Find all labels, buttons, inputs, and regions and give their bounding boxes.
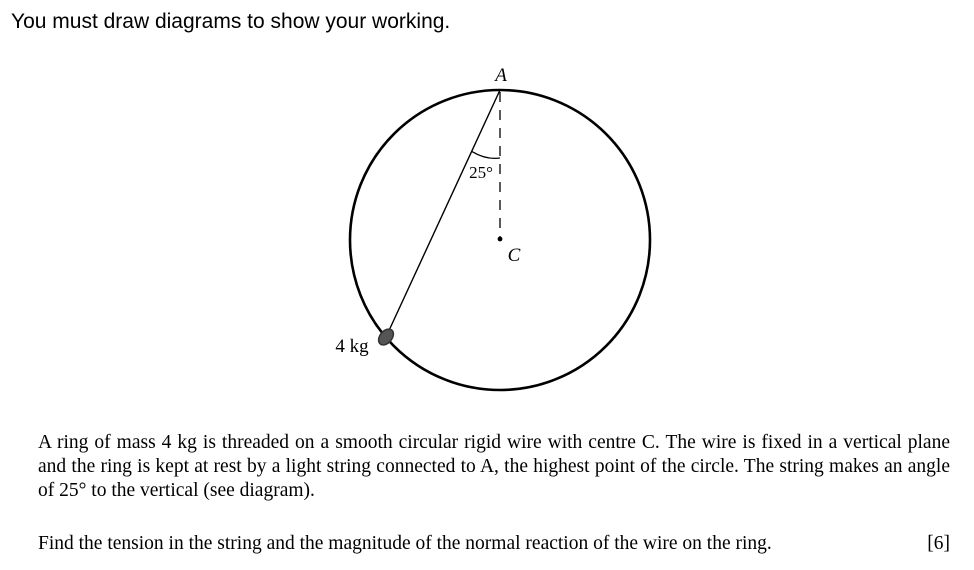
mass-label: 4 kg xyxy=(335,336,369,357)
question-text xyxy=(38,431,950,503)
question-paragraph: A ring of mass 4 kg is threaded on a smooth circular rigid wire with centre C. The wire is fixed in a vertical plane and the ring is kept at rest by a light string connected to A, the highest point of the circle. The string makes an angle of 25° to the vertical (see diagram). xyxy=(38,432,950,501)
instruction-text: You must draw diagrams to show your working. xyxy=(11,10,451,33)
centre-point xyxy=(498,237,503,242)
point-a-label: A xyxy=(495,65,507,86)
task-text: Find the tension in the string and the magnitude of the normal reaction of the wire on the ring. xyxy=(38,533,772,554)
marks-label: [6] xyxy=(927,533,950,554)
angle-arc xyxy=(472,152,500,159)
centre-c-label: C xyxy=(507,245,521,266)
task-line xyxy=(38,532,950,556)
angle-label: 25° xyxy=(469,163,493,182)
